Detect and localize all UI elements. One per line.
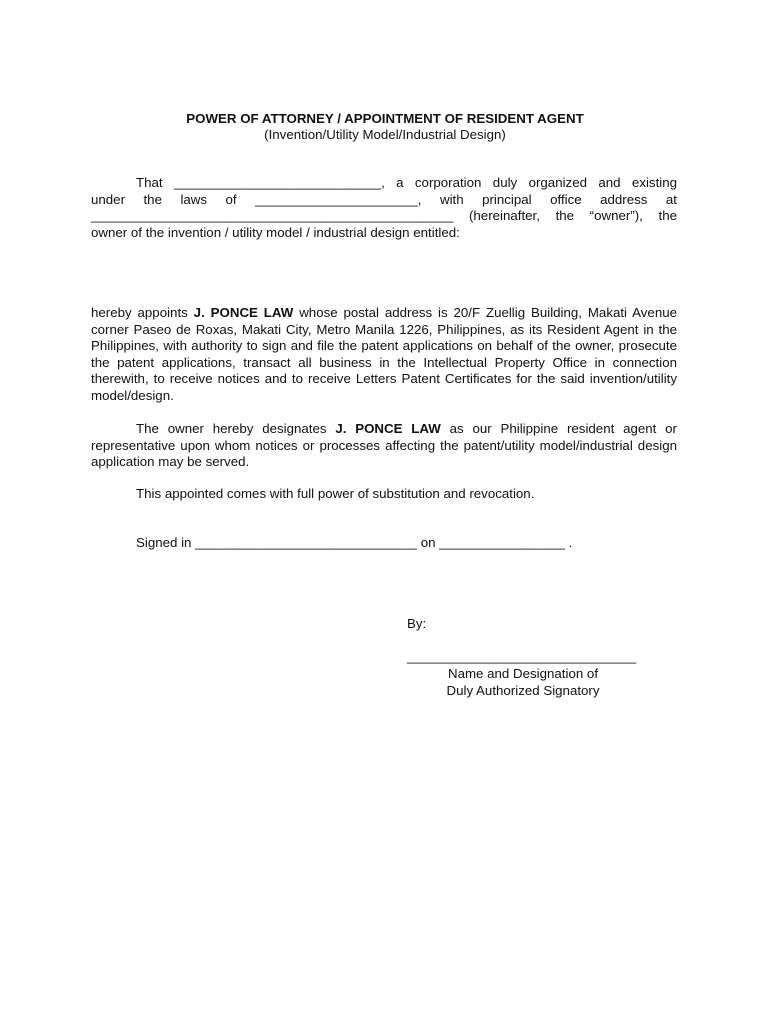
by-label: By: <box>407 616 427 631</box>
document-subtitle: (Invention/Utility Model/Industrial Design) <box>264 127 506 142</box>
document-title: POWER OF ATTORNEY / APPOINTMENT OF RESIDENT AGENT <box>186 111 584 126</box>
signed-in-line: Signed in ______________________________ on _________________ . <box>136 535 573 550</box>
intro-corporation-blank: ____________________________, a corporation duly organized and existing <box>174 175 678 190</box>
intro-paragraph <box>91 175 677 241</box>
appointment-body: whose postal address is 20/F Zuellig Building, Makati Avenue corner Paseo de Roxas, Makati City, Metro Manila 1226, Philippines, as its Resident Agent in the Philippines, with authority to sign and file the patent applications on behalf of the owner, prosecute the patent applications, transact all business in the Intellectual Property Office in connection therewith, to receive notices and to receive Letters Patent Certificates for the said invention/utility model/design. <box>91 305 677 403</box>
intro-line-2: under the laws of ______________________, with principal office address at <box>91 191 677 207</box>
signatory-designation-line-2: Duly Authorized Signatory <box>446 683 600 698</box>
designation-paragraph <box>91 421 677 471</box>
appointment-paragraph <box>91 305 677 404</box>
designation-prefix: The owner hereby designates <box>136 421 336 436</box>
signatory-designation-line-1: Name and Designation of <box>447 666 599 681</box>
intro-line-1 <box>91 175 677 192</box>
intro-line-3: _________________________________________________ (hereinafter, the “owner”), the <box>91 208 677 223</box>
intro-that: That <box>136 175 163 190</box>
signature-line: _______________________________ <box>407 649 637 664</box>
appointment-prefix: hereby appoints <box>91 305 194 320</box>
substitution-paragraph: This appointed comes with full power of substitution and revocation. <box>136 486 535 501</box>
designation-body: as our Philippine resident agent or representative upon whom notices or processes affecting the patent/utility model/industrial design application may be served. <box>91 421 677 469</box>
agent-name: J. PONCE LAW <box>193 305 294 320</box>
intro-line-4: owner of the invention / utility model / industrial design entitled: <box>91 224 460 240</box>
designated-agent-name: J. PONCE LAW <box>335 421 441 436</box>
